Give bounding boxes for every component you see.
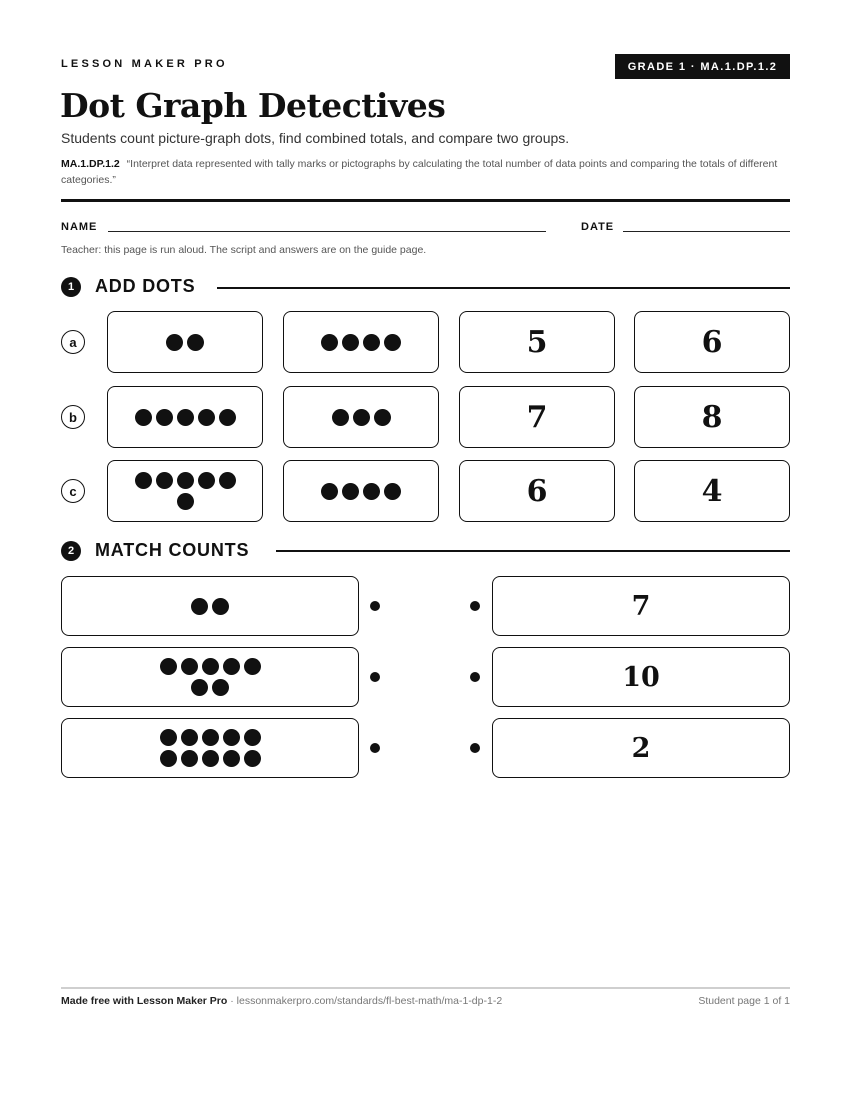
dot-row <box>191 679 229 696</box>
date-line[interactable] <box>623 231 790 232</box>
name-line[interactable] <box>108 231 546 232</box>
dot <box>332 409 349 426</box>
dot <box>374 409 391 426</box>
row-c-answer-choice-2[interactable] <box>634 460 790 522</box>
match-connector-left-3[interactable] <box>370 743 380 753</box>
dot <box>223 729 240 746</box>
dot <box>202 729 219 746</box>
match-connector-right-3[interactable] <box>470 743 480 753</box>
dot-group <box>166 334 204 351</box>
dot-group <box>135 409 236 426</box>
dot-row <box>332 409 391 426</box>
row-b-answer-choice-2[interactable] <box>634 386 790 448</box>
row-letter-b: b <box>61 405 85 429</box>
dot <box>384 483 401 500</box>
dot <box>160 750 177 767</box>
match-number: 10 <box>622 661 660 693</box>
footer-page-number: Student page 1 of 1 <box>698 995 790 1007</box>
row-a-answer-choice-2[interactable] <box>634 311 790 373</box>
dot-group <box>321 483 401 500</box>
row-c-dot-box-a <box>107 460 263 522</box>
dot <box>160 729 177 746</box>
match-number: 2 <box>631 732 651 764</box>
match-number: 7 <box>631 590 651 622</box>
dot <box>187 334 204 351</box>
row-a-dot-box-a <box>107 311 263 373</box>
dot <box>223 658 240 675</box>
dot <box>342 334 359 351</box>
footer-divider <box>61 987 790 989</box>
match-dot-box-3 <box>61 718 359 778</box>
standard-text: “Interpret data represented with tally marks or pictographs by calculating the total number of data points and comparing the totals of different categories.” <box>61 158 778 186</box>
match-connector-left-1[interactable] <box>370 601 380 611</box>
dot <box>191 598 208 615</box>
dot <box>156 409 173 426</box>
match-dot-box-1 <box>61 576 359 636</box>
dot <box>223 750 240 767</box>
row-b-answer-choice-1[interactable] <box>459 386 615 448</box>
match-connector-right-1[interactable] <box>470 601 480 611</box>
dot <box>135 472 152 489</box>
dot <box>181 750 198 767</box>
dot <box>244 729 261 746</box>
dot-row <box>321 483 401 500</box>
section-1-title: ADD DOTS <box>95 276 196 296</box>
row-a-answer-choice-1[interactable] <box>459 311 615 373</box>
dot <box>363 483 380 500</box>
dot <box>202 658 219 675</box>
section-2-title: MATCH COUNTS <box>95 540 250 560</box>
dot <box>212 598 229 615</box>
dot <box>244 658 261 675</box>
answer-number: 6 <box>526 473 548 509</box>
match-dot-box-2 <box>61 647 359 707</box>
dot <box>181 729 198 746</box>
dot-group <box>332 409 391 426</box>
answer-number: 5 <box>526 324 548 360</box>
dot <box>219 409 236 426</box>
grade-standard-badge: GRADE 1 · MA.1.DP.1.2 <box>615 54 790 79</box>
dot-row <box>191 598 229 615</box>
dot-row <box>166 334 204 351</box>
dot <box>181 658 198 675</box>
section-1-number: 1 <box>61 277 81 297</box>
match-connector-right-2[interactable] <box>470 672 480 682</box>
standard-description <box>61 156 791 188</box>
dot <box>342 483 359 500</box>
footer-made-with: Made free with Lesson Maker Pro <box>61 995 228 1007</box>
dot <box>321 483 338 500</box>
row-letter-c: c <box>61 479 85 503</box>
match-connector-left-2[interactable] <box>370 672 380 682</box>
row-b-dot-box-b <box>283 386 439 448</box>
worksheet-title: Dot Graph Detectives <box>60 86 446 125</box>
section-2-number: 2 <box>61 541 81 561</box>
dot-group <box>160 729 261 767</box>
worksheet-subtitle: Students count picture-graph dots, find combined totals, and compare two groups. <box>61 130 570 146</box>
dot <box>160 658 177 675</box>
name-label: NAME <box>61 221 98 233</box>
answer-number: 4 <box>701 473 723 509</box>
dot <box>191 679 208 696</box>
standard-code: MA.1.DP.1.2 <box>61 158 120 170</box>
dot <box>177 472 194 489</box>
dot-group <box>135 472 236 510</box>
footer-url[interactable]: · lessonmakerpro.com/standards/fl-best-math/ma-1-dp-1-2 <box>227 995 503 1007</box>
dot <box>219 472 236 489</box>
dot-row <box>321 334 401 351</box>
brand-name: LESSON MAKER PRO <box>61 58 228 70</box>
dot <box>177 409 194 426</box>
dot <box>321 334 338 351</box>
dot-group <box>191 598 229 615</box>
dot <box>212 679 229 696</box>
dot <box>177 493 194 510</box>
dot <box>202 750 219 767</box>
match-number-box-3 <box>492 718 790 778</box>
dot-row <box>177 493 194 510</box>
row-a-dot-box-b <box>283 311 439 373</box>
dot-row <box>135 409 236 426</box>
date-label: DATE <box>581 221 615 233</box>
dot-group <box>160 658 261 696</box>
row-c-dot-box-b <box>283 460 439 522</box>
row-b-dot-box-a <box>107 386 263 448</box>
section-2-rule <box>276 550 790 552</box>
dot <box>166 334 183 351</box>
row-c-answer-choice-1[interactable] <box>459 460 615 522</box>
teacher-note: Teacher: this page is run aloud. The script and answers are on the guide page. <box>61 244 427 256</box>
dot <box>198 472 215 489</box>
dot <box>363 334 380 351</box>
answer-number: 6 <box>701 324 723 360</box>
dot <box>244 750 261 767</box>
match-number-box-1 <box>492 576 790 636</box>
match-number-box-2 <box>492 647 790 707</box>
dot-group <box>321 334 401 351</box>
answer-number: 7 <box>526 399 548 435</box>
dot-row <box>135 472 236 489</box>
dot <box>135 409 152 426</box>
dot <box>384 334 401 351</box>
header-divider <box>61 199 790 202</box>
dot <box>198 409 215 426</box>
dot-row <box>160 658 261 675</box>
dot <box>353 409 370 426</box>
dot-row <box>160 729 261 746</box>
row-letter-a: a <box>61 330 85 354</box>
answer-number: 8 <box>701 399 723 435</box>
section-1-rule <box>217 287 790 289</box>
footer-credit <box>61 995 502 1007</box>
dot <box>156 472 173 489</box>
dot-row <box>160 750 261 767</box>
